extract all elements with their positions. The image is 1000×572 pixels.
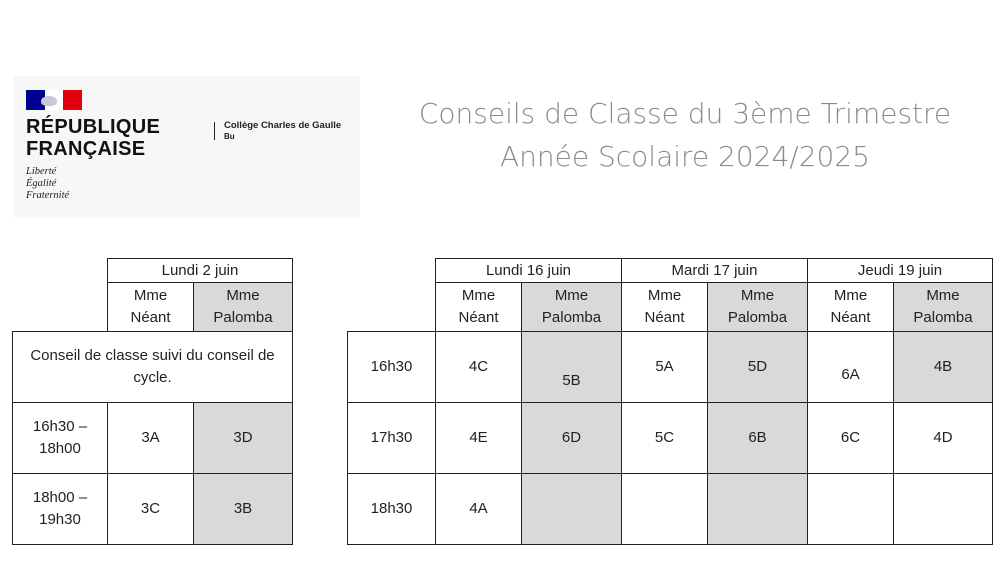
class-cell: 3D xyxy=(193,402,293,474)
class-cell xyxy=(807,473,894,545)
class-cell: 3C xyxy=(107,473,194,545)
class-cell: 4E xyxy=(435,402,522,474)
college-name: Collège Charles de Gaulle xyxy=(224,120,342,131)
class-cell: 5C xyxy=(621,402,708,474)
time-cell: 18h00 – 19h30 xyxy=(12,473,108,545)
class-cell: 4C xyxy=(435,331,522,403)
college-town: Bu xyxy=(224,132,235,141)
class-cell: 4B xyxy=(893,331,993,403)
class-cell: 6A xyxy=(807,331,894,403)
teacher-header: Mme Néant xyxy=(107,282,194,332)
logo-divider xyxy=(214,122,215,140)
day-header: Jeudi 19 juin xyxy=(807,258,993,283)
class-cell: 6C xyxy=(807,402,894,474)
teacher-header: Mme Palomba xyxy=(521,282,622,332)
class-cell: 5D xyxy=(707,331,808,403)
teacher-header: Mme Néant xyxy=(807,282,894,332)
time-cell: 16h30 xyxy=(347,331,436,403)
class-cell xyxy=(521,473,622,545)
day-header: Lundi 2 juin xyxy=(107,258,293,283)
class-cell: 3B xyxy=(193,473,293,545)
class-cell: 5A xyxy=(621,331,708,403)
teacher-header: Mme Palomba xyxy=(707,282,808,332)
teacher-header: Mme Palomba xyxy=(193,282,293,332)
class-cell: 5B xyxy=(521,331,622,403)
logo-motto: Liberté Égalité Fraternité xyxy=(26,166,70,201)
class-cell: 3A xyxy=(107,402,194,474)
time-cell: 17h30 xyxy=(347,402,436,474)
flag-icon xyxy=(26,90,82,110)
class-cell xyxy=(893,473,993,545)
teacher-header: Mme Néant xyxy=(621,282,708,332)
day-header: Lundi 16 juin xyxy=(435,258,622,283)
class-cell: 4D xyxy=(893,402,993,474)
republique-francaise-logo xyxy=(14,76,360,218)
class-cell: 4A xyxy=(435,473,522,545)
time-cell: 16h30 – 18h00 xyxy=(12,402,108,474)
class-cell xyxy=(707,473,808,545)
page-title-line2: Année Scolaire 2024/2025 xyxy=(500,140,870,173)
class-cell xyxy=(621,473,708,545)
note-cell: Conseil de classe suivi du conseil de cycle. xyxy=(12,331,293,403)
day-header: Mardi 17 juin xyxy=(621,258,808,283)
time-cell: 18h30 xyxy=(347,473,436,545)
class-cell: 6D xyxy=(521,402,622,474)
class-cell: 6B xyxy=(707,402,808,474)
logo-country-name: RÉPUBLIQUE FRANÇAISE xyxy=(26,116,161,160)
page-title-line1: Conseils de Classe du 3ème Trimestre xyxy=(418,97,952,130)
teacher-header: Mme Palomba xyxy=(893,282,993,332)
teacher-header: Mme Néant xyxy=(435,282,522,332)
